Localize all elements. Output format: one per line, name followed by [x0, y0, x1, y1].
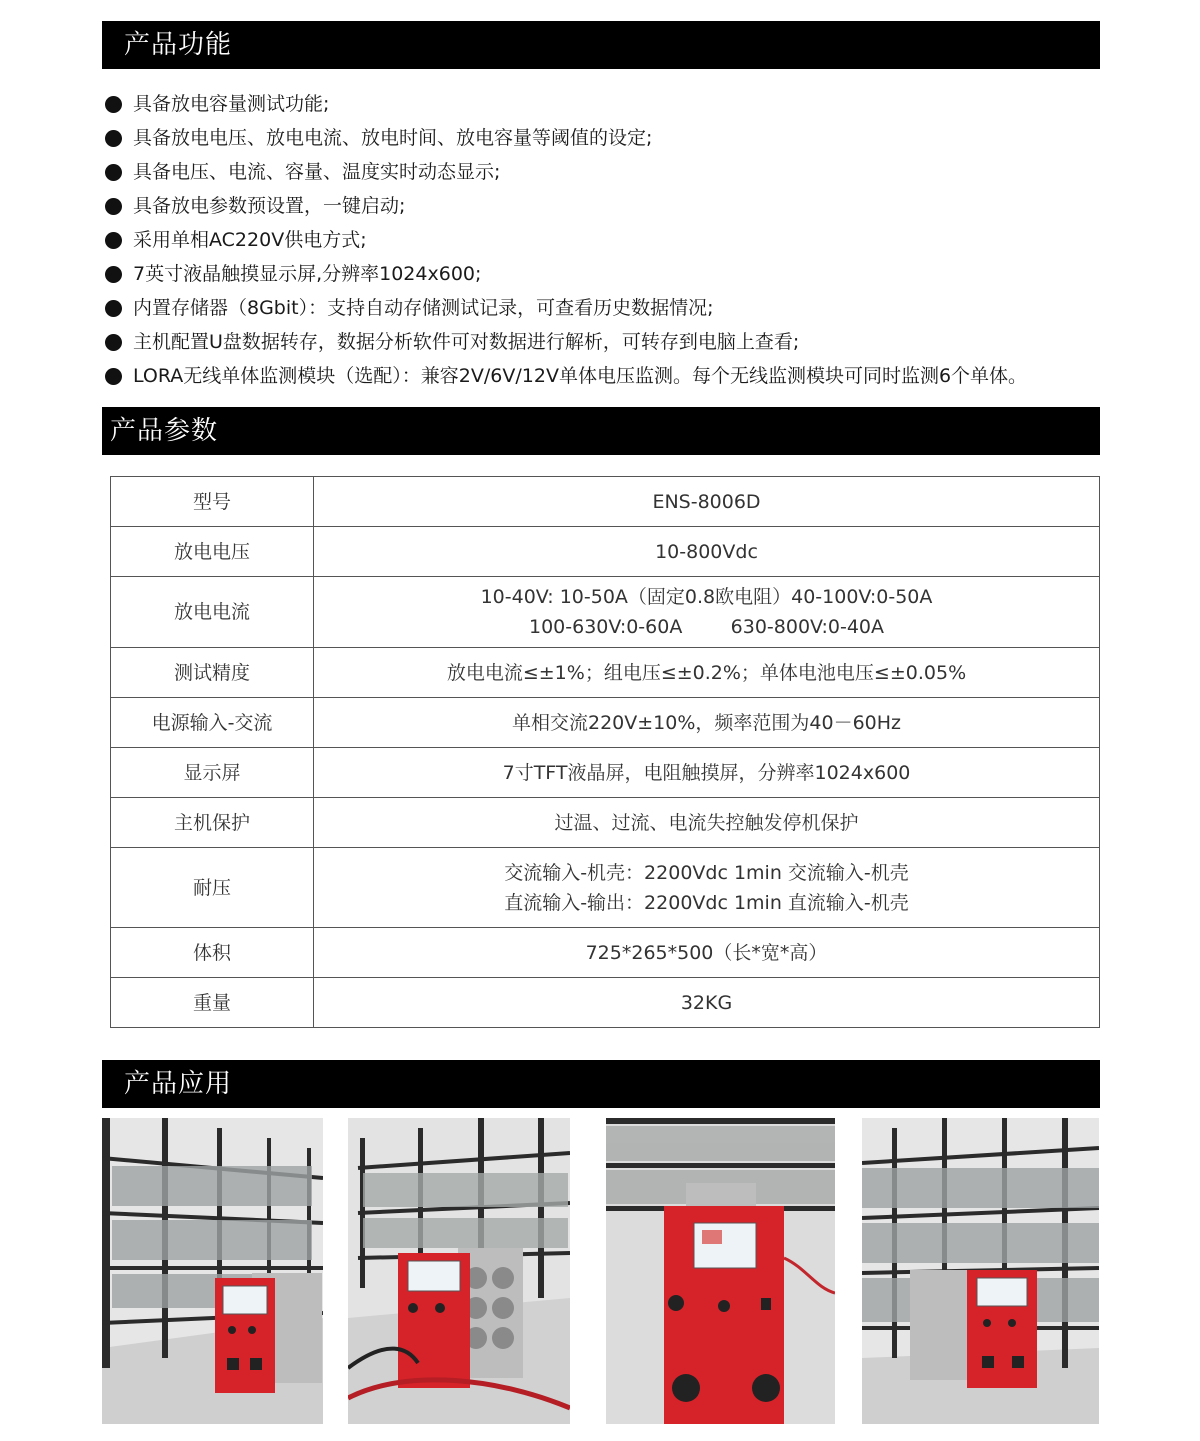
list-item — [105, 121, 1027, 155]
list-item — [105, 87, 1027, 121]
feature-text: 具备放电容量测试功能; — [133, 93, 330, 115]
table-row — [111, 928, 1100, 978]
feature-text: 主机配置U盘数据转存，数据分析软件可对数据进行解析，可转存到电脑上查看; — [133, 331, 800, 353]
battery-room-photo-illustration — [348, 1118, 570, 1424]
param-label: 耐压 — [111, 848, 314, 928]
list-item — [105, 291, 1027, 325]
table-row — [111, 698, 1100, 748]
table-row — [111, 748, 1100, 798]
param-value: 放电电流≤±1%；组电压≤±0.2%；单体电池电压≤±0.05% — [314, 648, 1100, 698]
battery-room-photo-illustration — [102, 1118, 323, 1424]
bullet-icon — [105, 232, 122, 249]
param-value — [314, 848, 1100, 928]
section-title-params: 产品参数 — [102, 407, 1100, 455]
table-row — [111, 978, 1100, 1028]
feature-text: 7英寸液晶触摸显示屏,分辨率1024x600; — [133, 263, 482, 285]
param-label: 电源输入-交流 — [111, 698, 314, 748]
param-value: 725*265*500（长*宽*高） — [314, 928, 1100, 978]
feature-list — [105, 87, 1027, 393]
bullet-icon — [105, 198, 122, 215]
param-value: 过温、过流、电流失控触发停机保护 — [314, 798, 1100, 848]
application-photo — [606, 1118, 835, 1424]
list-item — [105, 189, 1027, 223]
param-label: 主机保护 — [111, 798, 314, 848]
bullet-icon — [105, 164, 122, 181]
table-row — [111, 527, 1100, 577]
param-value: 单相交流220V±10%，频率范围为40－60Hz — [314, 698, 1100, 748]
param-value-line: 交流输入-机壳：2200Vdc 1min 交流输入-机壳 — [504, 861, 909, 884]
param-label: 显示屏 — [111, 748, 314, 798]
param-label: 型号 — [111, 477, 314, 527]
bullet-icon — [105, 300, 122, 317]
bullet-icon — [105, 334, 122, 351]
table-row — [111, 798, 1100, 848]
section-title-features: 产品功能 — [102, 21, 1100, 69]
list-item — [105, 155, 1027, 189]
param-label: 体积 — [111, 928, 314, 978]
param-value: 7寸TFT液晶屏，电阻触摸屏，分辨率1024x600 — [314, 748, 1100, 798]
list-item — [105, 359, 1027, 393]
feature-text: 具备放电参数预设置，一键启动; — [133, 195, 406, 217]
bullet-icon — [105, 96, 122, 113]
param-label: 放电电压 — [111, 527, 314, 577]
application-photos — [0, 1118, 1200, 1424]
list-item — [105, 325, 1027, 359]
list-item — [105, 223, 1027, 257]
param-label: 测试精度 — [111, 648, 314, 698]
bullet-icon — [105, 266, 122, 283]
param-value: 32KG — [314, 978, 1100, 1028]
param-value-line: 直流输入-输出：2200Vdc 1min 直流输入-机壳 — [504, 891, 909, 914]
param-value — [314, 577, 1100, 648]
bullet-icon — [105, 368, 122, 385]
list-item — [105, 257, 1027, 291]
table-row — [111, 577, 1100, 648]
param-label: 重量 — [111, 978, 314, 1028]
section-title-applications: 产品应用 — [102, 1060, 1100, 1108]
feature-text: 采用单相AC220V供电方式; — [133, 229, 367, 251]
feature-text: 具备电压、电流、容量、温度实时动态显示; — [133, 161, 501, 183]
bullet-icon — [105, 130, 122, 147]
table-row — [111, 477, 1100, 527]
application-photo — [102, 1118, 323, 1424]
feature-text: 具备放电电压、放电电流、放电时间、放电容量等阈值的设定; — [133, 127, 653, 149]
param-value: 10-800Vdc — [314, 527, 1100, 577]
feature-text: 内置存储器（8Gbit）：支持自动存储测试记录，可查看历史数据情况; — [133, 297, 714, 319]
param-label: 放电电流 — [111, 577, 314, 648]
battery-room-photo-illustration — [606, 1118, 835, 1424]
feature-text: LORA无线单体监测模块（选配）：兼容2V/6V/12V单体电压监测。每个无线监测模块可同时监测6个单体。 — [133, 365, 1028, 387]
application-photo — [862, 1118, 1099, 1424]
param-value: ENS-8006D — [314, 477, 1100, 527]
table-row — [111, 648, 1100, 698]
battery-room-photo-illustration — [862, 1118, 1099, 1424]
param-value-line: 100-630V:0-60A 630-800V:0-40A — [528, 616, 885, 638]
param-value-line: 10-40V: 10-50A（固定0.8欧电阻）40-100V:0-50A — [480, 586, 933, 608]
application-photo — [348, 1118, 570, 1424]
table-row — [111, 848, 1100, 928]
params-table — [110, 476, 1100, 1028]
